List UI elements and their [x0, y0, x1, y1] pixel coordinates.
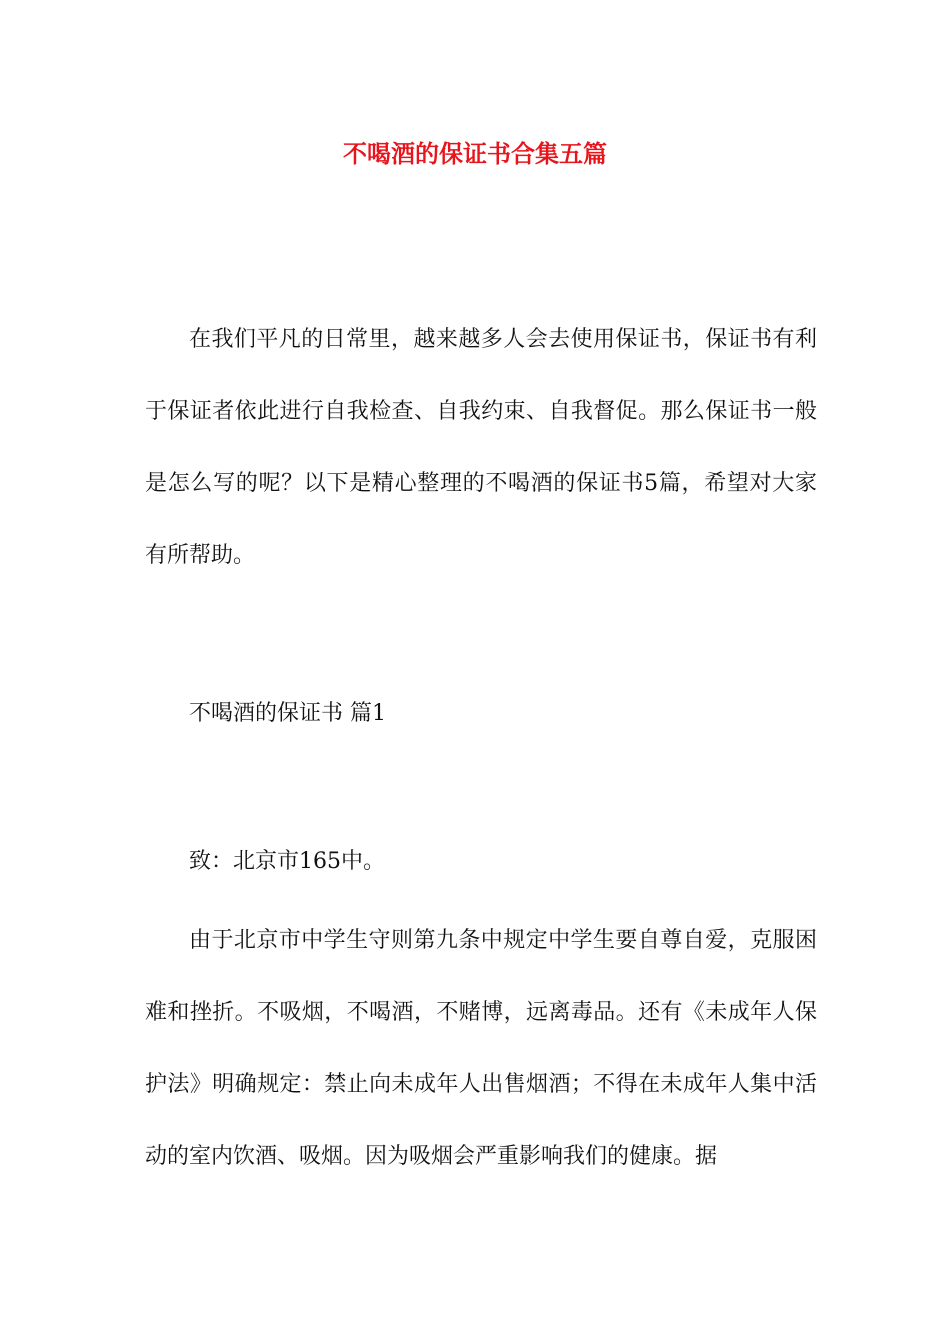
intro-paragraph: 在我们平凡的日常里，越来越多人会去使用保证书，保证书有利于保证者依此进行自我检查、自我约束、自我督促。那么保证书一般是怎么写的呢？以下是精心整理的不喝酒的保证书5篇，希望对大家有所帮助。 [145, 327, 817, 568]
section-heading: 不喝酒的保证书 篇1 [189, 701, 386, 726]
addressee-line: 致：北京市165中。 [189, 849, 385, 874]
body-paragraph: 由于北京市中学生守则第九条中规定中学生要自尊自爱，克服困难和挫折。不吸烟，不喝酒，不赌博，远离毒品。还有《未成年人保护法》明确规定：禁止向未成年人出售烟酒；不得在未成年人集中活动的室内饮酒、吸烟。因为吸烟会严重影响我们的健康。据 [145, 928, 817, 1169]
document-title: 不喝酒的保证书合集五篇 [343, 140, 607, 168]
